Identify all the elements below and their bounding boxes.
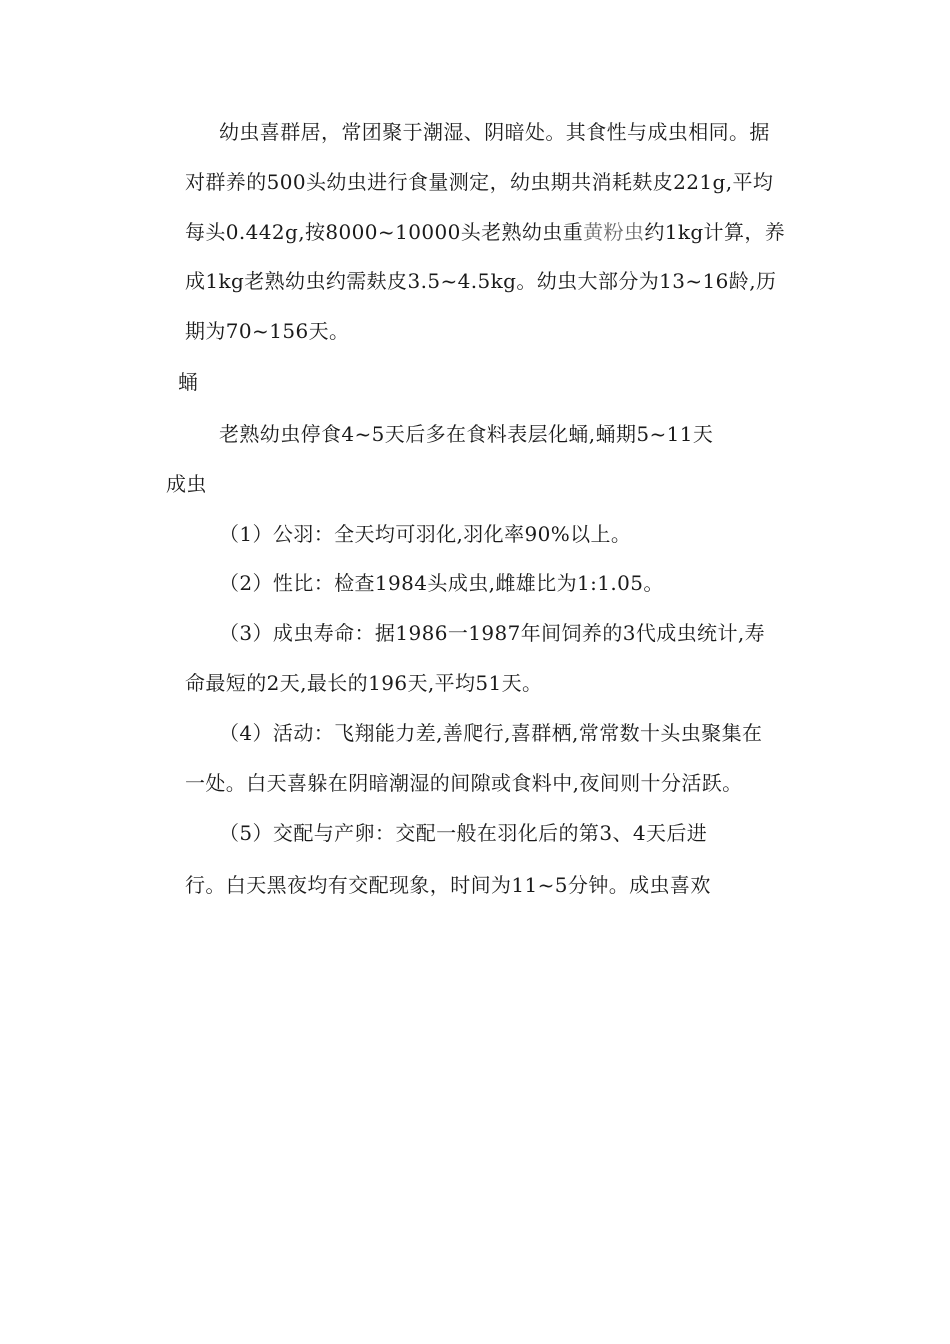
list-item: （4）活动：飞翔能力差,善爬行,喜群栖,常常数十头虫聚集在: [219, 721, 763, 745]
list-item: （1）公羽：全天均可羽化,羽化率90%以上。: [219, 522, 632, 546]
list-item-continuation: 一处。白天喜躲在阴暗潮湿的间隙或食料中,夜间则十分活跃。: [185, 771, 743, 795]
paragraph-line: 对群养的500头幼虫进行食量测定，幼虫期共消耗麸皮221g,平均: [185, 170, 774, 194]
paragraph-text: 约1kg计算，养: [644, 220, 786, 244]
paragraph-line: [185, 218, 785, 246]
paragraph-line: 期为70~156天。: [185, 319, 350, 343]
paragraph-line: 老熟幼虫停食4~5天后多在食料表层化蛹,蛹期5~11天: [219, 422, 714, 446]
list-item: （2）性比：检查1984头成虫,雌雄比为1:1.05。: [219, 571, 664, 595]
keyword-link[interactable]: 黄粉虫: [583, 220, 645, 244]
list-item: （5）交配与产卵：交配一般在羽化后的第3、4天后进: [219, 821, 708, 845]
section-heading-adult: 成虫: [166, 472, 207, 496]
paragraph-line: 成1kg老熟幼虫约需麸皮3.5~4.5kg。幼虫大部分为13~16龄,历: [185, 269, 777, 293]
list-item: （3）成虫寿命：据1986一1987年间饲养的3代成虫统计,寿: [219, 621, 766, 645]
paragraph-text: 每头0.442g,按8000~10000头老熟幼虫重: [185, 220, 584, 244]
section-heading-pupa: 蛹: [178, 370, 199, 394]
list-item-continuation: 命最短的2天,最长的196天,平均51天。: [185, 671, 543, 695]
paragraph-line: 幼虫喜群居，常团聚于潮湿、阴暗处。其食性与成虫相同。据: [219, 120, 770, 144]
list-item-continuation: 行。白天黑夜均有交配现象，时间为11~5分钟。成虫喜欢: [185, 873, 711, 897]
